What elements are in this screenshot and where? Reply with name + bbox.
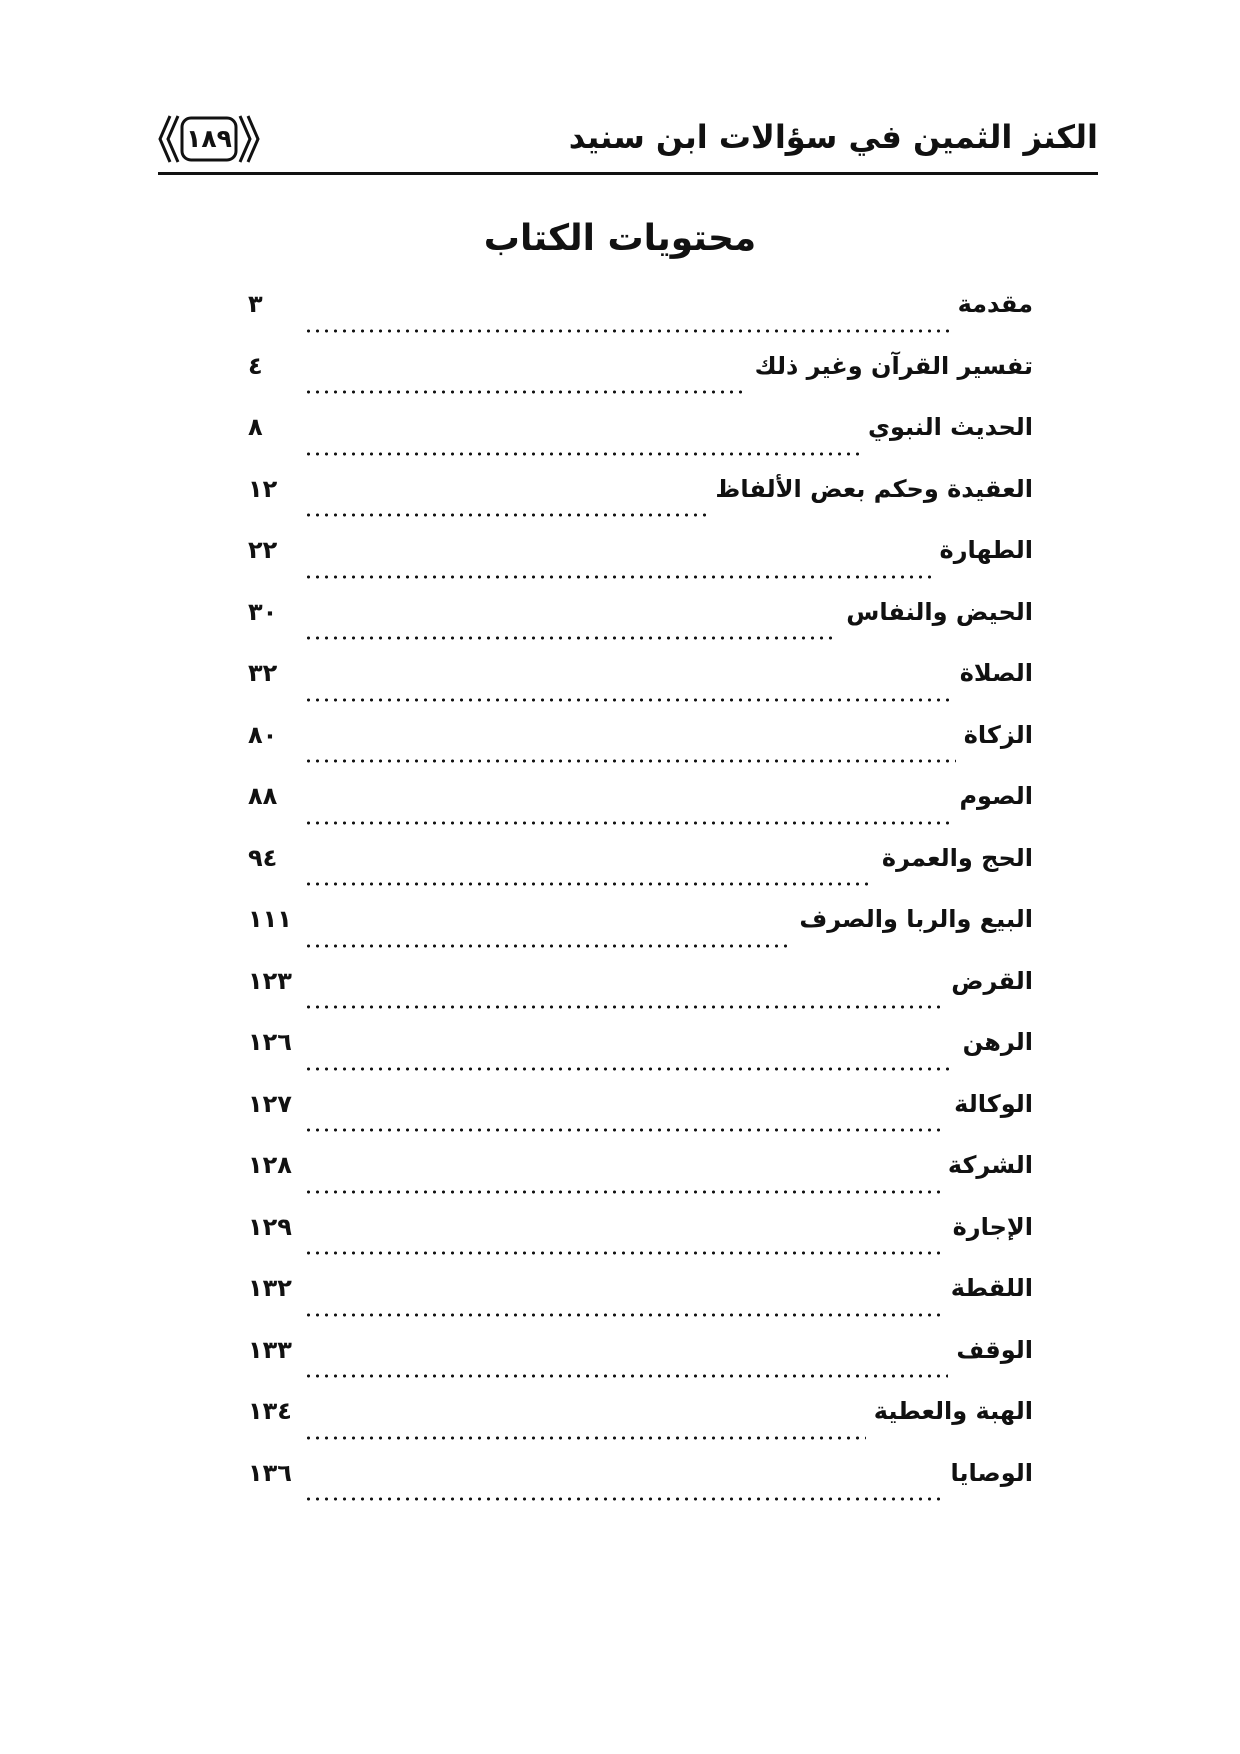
toc-list (248, 290, 1033, 1520)
toc-entry[interactable] (248, 1028, 1033, 1090)
toc-entry-page: ١١١ (248, 905, 292, 933)
toc-entry-title: اللقطة (950, 1274, 1033, 1302)
toc-entry-title: الحيض والنفاس (846, 597, 1033, 626)
toc-entry[interactable] (248, 844, 1033, 906)
toc-entry[interactable] (248, 967, 1033, 1029)
toc-entry-page: ١٢٦ (248, 1028, 292, 1056)
dot-leader (304, 636, 838, 640)
toc-entry-page: ١٣٦ (248, 1458, 292, 1487)
toc-entry-page: ١٣٢ (248, 1274, 292, 1302)
dot-leader (304, 1067, 955, 1071)
header-rule (158, 172, 1098, 175)
toc-entry-title: الوكالة (954, 1089, 1033, 1118)
dot-leader (304, 944, 791, 948)
dot-leader (304, 1436, 866, 1440)
toc-entry[interactable] (248, 782, 1033, 844)
toc-entry-page: ٣٢ (248, 659, 278, 687)
toc-entry-title: الإجارة (952, 1212, 1033, 1241)
toc-entry[interactable] (248, 1274, 1033, 1336)
toc-entry-title: الزكاة (963, 720, 1033, 749)
toc-entry-title: البيع والربا والصرف (799, 905, 1033, 933)
dot-leader (304, 1005, 943, 1009)
toc-entry-title: الرهن (962, 1028, 1033, 1056)
toc-entry[interactable] (248, 1213, 1033, 1275)
dot-leader (304, 759, 956, 763)
toc-entry-page: ١٣٣ (248, 1335, 292, 1364)
toc-entry-page: ١٢٧ (248, 1089, 292, 1118)
toc-entry-page: ٩٤ (248, 843, 278, 872)
toc-entry[interactable] (248, 1459, 1033, 1521)
dot-leader (304, 513, 707, 517)
toc-entry-page: ٣ (248, 290, 263, 318)
dot-leader (304, 452, 860, 456)
dot-leader (304, 698, 952, 702)
toc-entry[interactable] (248, 290, 1033, 352)
toc-entry-title: تفسير القرآن وغير ذلك (754, 351, 1033, 380)
toc-entry-title: القرض (951, 966, 1033, 995)
toc-entry[interactable] (248, 721, 1033, 783)
dot-leader (304, 882, 874, 886)
dot-leader (304, 1374, 948, 1378)
dot-leader (304, 1190, 940, 1194)
toc-entry-page: ٣٠ (248, 597, 278, 626)
dot-leader (304, 821, 951, 825)
toc-entry-page: ٢٢ (248, 536, 278, 564)
dot-leader (304, 1251, 945, 1255)
dot-leader (304, 575, 932, 579)
toc-entry[interactable] (248, 1151, 1033, 1213)
toc-entry-page: ١٢ (248, 474, 278, 503)
page-number: ١٨٩ (186, 124, 232, 153)
running-title: الكنز الثمين في سؤالات ابن سنيد (568, 118, 1098, 156)
toc-entry-title: الشركة (947, 1151, 1033, 1179)
toc-entry[interactable] (248, 413, 1033, 475)
toc-entry-page: ١٢٨ (248, 1151, 292, 1179)
dot-leader (304, 329, 950, 333)
toc-entry[interactable] (248, 905, 1033, 967)
dot-leader (304, 390, 747, 394)
toc-entry[interactable] (248, 659, 1033, 721)
toc-entry-page: ١٢٣ (248, 966, 292, 995)
toc-entry-title: مقدمة (957, 290, 1033, 318)
toc-entry-page: ٨ (248, 413, 263, 441)
toc-entry[interactable] (248, 352, 1033, 414)
toc-heading: محتويات الكتاب (483, 218, 757, 259)
toc-entry-title: الطهارة (939, 536, 1033, 564)
toc-entry-title: العقيدة وحكم بعض الألفاظ (715, 474, 1033, 503)
toc-entry-title: الحج والعمرة (881, 843, 1033, 872)
toc-entry-title: الصلاة (959, 659, 1033, 687)
toc-entry-page: ٨٠ (248, 720, 278, 749)
toc-entry[interactable] (248, 1397, 1033, 1459)
toc-entry-title: الحديث النبوي (867, 413, 1033, 441)
toc-entry-page: ١٢٩ (248, 1212, 292, 1241)
toc-entry[interactable] (248, 536, 1033, 598)
toc-entry[interactable] (248, 1090, 1033, 1152)
toc-entry-page: ٤ (248, 351, 263, 380)
toc-entry-page: ١٣٤ (248, 1397, 292, 1425)
toc-entry-title: الوصايا (950, 1458, 1033, 1487)
toc-entry-title: الوقف (956, 1335, 1033, 1364)
toc-entry[interactable] (248, 475, 1033, 537)
toc-entry[interactable] (248, 598, 1033, 660)
toc-entry-title: الهبة والعطية (873, 1397, 1033, 1425)
toc-entry-title: الصوم (959, 782, 1033, 810)
dot-leader (304, 1497, 942, 1501)
toc-entry-page: ٨٨ (248, 782, 278, 810)
toc-entry[interactable] (248, 1336, 1033, 1398)
dot-leader (304, 1313, 943, 1317)
dot-leader (304, 1128, 946, 1132)
page-number-badge (158, 112, 260, 166)
